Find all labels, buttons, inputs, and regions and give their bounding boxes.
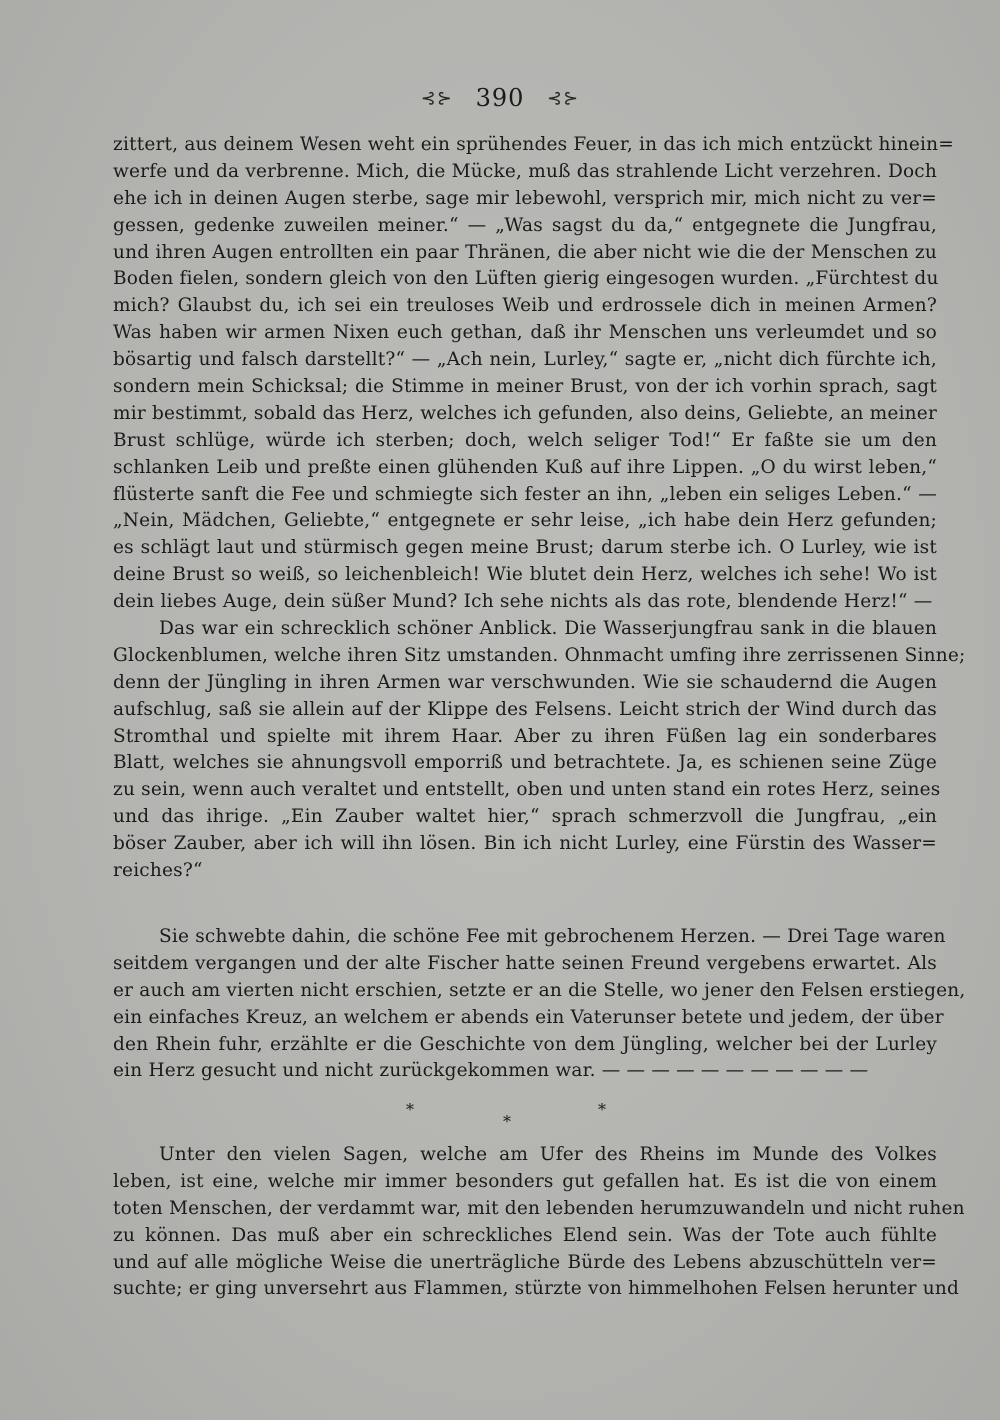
section-separator bbox=[0, 1100, 1000, 1130]
text-line: denn der Jüngling in ihren Armen war verschwunden. Wie sie schaudernd die Augen bbox=[113, 671, 937, 693]
text-line: seitdem vergangen und der alte Fischer hatte seinen Freund vergebens erwartet. Als bbox=[113, 952, 937, 974]
text-line: Boden fielen, sondern gleich von den Lüften gierig eingesogen wurden. „Fürchtest du bbox=[113, 268, 939, 290]
text-line: ein einfaches Kreuz, an welchem er abends ein Vaterunser betete und jedem, der über bbox=[113, 1006, 944, 1028]
text-line: toten Menschen, der verdammt war, mit den lebenden herumzuwandeln und nicht ruhen bbox=[113, 1197, 965, 1219]
text-line: und das ihrige. „Ein Zauber waltet hier,“ sprach schmerzvoll die Jungfrau, „ein bbox=[113, 806, 937, 828]
text-line: „Nein, Mädchen, Geliebte,“ entgegnete er sehr leise, „ich habe dein Herz gefunden; bbox=[113, 510, 937, 532]
text-line: ein Herz gesucht und nicht zurückgekommen war. — — — — — — — — — — — bbox=[113, 1060, 869, 1082]
text-line: leben, ist eine, welche mir immer besonders gut gefallen hat. Es ist die von einem bbox=[113, 1170, 937, 1192]
separator-star: * bbox=[503, 1112, 511, 1131]
text-line: Glockenblumen, welche ihren Sitz umstanden. Ohnmacht umfing ihre zerrissenen Sinne; bbox=[113, 644, 966, 666]
text-line: zu können. Das muß aber ein schreckliches Elend sein. Was der Tote auch fühlte bbox=[113, 1224, 937, 1246]
separator-star: * bbox=[406, 1100, 414, 1119]
paragraph-1 bbox=[113, 132, 966, 885]
page-header bbox=[0, 84, 1000, 112]
paragraph-2 bbox=[113, 924, 966, 1085]
text-line: Sie schwebte dahin, die schöne Fee mit gebrochenem Herzen. — Drei Tage waren bbox=[159, 926, 946, 947]
text-line: Unter den vielen Sagen, welche am Ufer des Rheins im Munde des Volkes bbox=[159, 1144, 937, 1165]
text-line: mir bestimmt, sobald das Herz, welches ich gefunden, also deins, Geliebte, an meiner bbox=[113, 402, 937, 424]
text-line: es schlägt laut und stürmisch gegen meine Brust; darum sterbe ich. O Lurley, wie ist bbox=[113, 537, 937, 559]
text-line: deine Brust so weiß, so leichenbleich! Wie blutet dein Herz, welches ich sehe! Wo ist bbox=[113, 564, 937, 586]
ornament-left-icon: ⊰⊱ bbox=[420, 88, 453, 109]
text-line: werfe und da verbrenne. Mich, die Mücke, muß das strahlende Licht verzehren. Doch bbox=[113, 160, 937, 182]
text-line: Blatt, welches sie ahnungsvoll emporriß und betrachtete. Ja, es schienen seine Züge bbox=[113, 752, 937, 774]
text-line: und ihren Augen entrollten ein paar Thränen, die aber nicht wie die der Menschen zu bbox=[113, 241, 937, 263]
text-line: böser Zauber, aber ich will ihn lösen. Bin ich nicht Lurley, eine Fürstin des Wasser= bbox=[113, 833, 937, 855]
text-line: schlanken Leib und preßte einen glühenden Kuß auf ihre Lippen. „O du wirst leben,“ bbox=[113, 456, 937, 478]
text-line: Was haben wir armen Nixen euch gethan, daß ihr Menschen uns verleumdet und so bbox=[113, 322, 937, 344]
text-line: Stromthal und spielte mit ihrem Haar. Aber zu ihren Füßen lag ein sonderbares bbox=[113, 725, 937, 747]
text-line: sondern mein Schicksal; die Stimme in meiner Brust, von der ich vorhin sprach, sagt bbox=[113, 376, 937, 398]
text-line: aufschlug, saß sie allein auf der Klippe des Felsens. Leicht strich der Wind durch das bbox=[113, 698, 937, 720]
text-line: suchte; er ging unversehrt aus Flammen, stürzte von himmelhohen Felsen herunter und bbox=[113, 1278, 960, 1300]
text-line: den Rhein fuhr, erzählte er die Geschichte von dem Jüngling, welcher bei der Lurley bbox=[113, 1033, 937, 1055]
page-number: 390 bbox=[475, 84, 525, 112]
text-line: dein liebes Auge, dein süßer Mund? Ich sehe nichts als das rote, blendende Herz!“ — bbox=[113, 591, 933, 613]
paragraph-3 bbox=[113, 1142, 965, 1303]
text-line: bösartig und falsch darstellt?“ — „Ach nein, Lurley,“ sagte er, „nicht dich fürchte ich, bbox=[113, 349, 937, 371]
text-line: zittert, aus deinem Wesen weht ein sprühendes Feuer, in das ich mich entzückt hinein= bbox=[113, 134, 954, 155]
text-line: ehe ich in deinen Augen sterbe, sage mir lebewohl, versprich mir, mich nicht zu ver= bbox=[113, 187, 937, 209]
text-line: und auf alle mögliche Weise die unerträgliche Bürde des Lebens abzuschütteln ver= bbox=[113, 1251, 937, 1273]
text-line: reiches?“ bbox=[113, 860, 203, 882]
text-line: flüsterte sanft die Fee und schmiegte sich fester an ihn, „leben ein seliges Leben.“ — bbox=[113, 483, 937, 505]
separator-star: * bbox=[598, 1100, 606, 1119]
text-line: er auch am vierten nicht erschien, setzte er an die Stelle, wo jener den Felsen erstiegen, bbox=[113, 979, 966, 1001]
text-line: Das war ein schrecklich schöner Anblick. Die Wasserjungfrau sank in die blauen bbox=[159, 618, 937, 640]
text-line: zu sein, wenn auch veraltet und entstellt, oben und unten stand ein rotes Herz, seines bbox=[113, 779, 941, 801]
text-line: mich? Glaubst du, ich sei ein treuloses Weib und erdrossele dich in meinen Armen? bbox=[113, 295, 937, 317]
ornament-right-icon: ⊰⊱ bbox=[547, 88, 580, 109]
text-line: gessen, gedenke zuweilen meiner.“ — „Was sagst du da,“ entgegnete die Jungfrau, bbox=[113, 214, 937, 236]
text-line: Brust schlüge, würde ich sterben; doch, welch seliger Tod!“ Er faßte sie um den bbox=[113, 429, 937, 451]
